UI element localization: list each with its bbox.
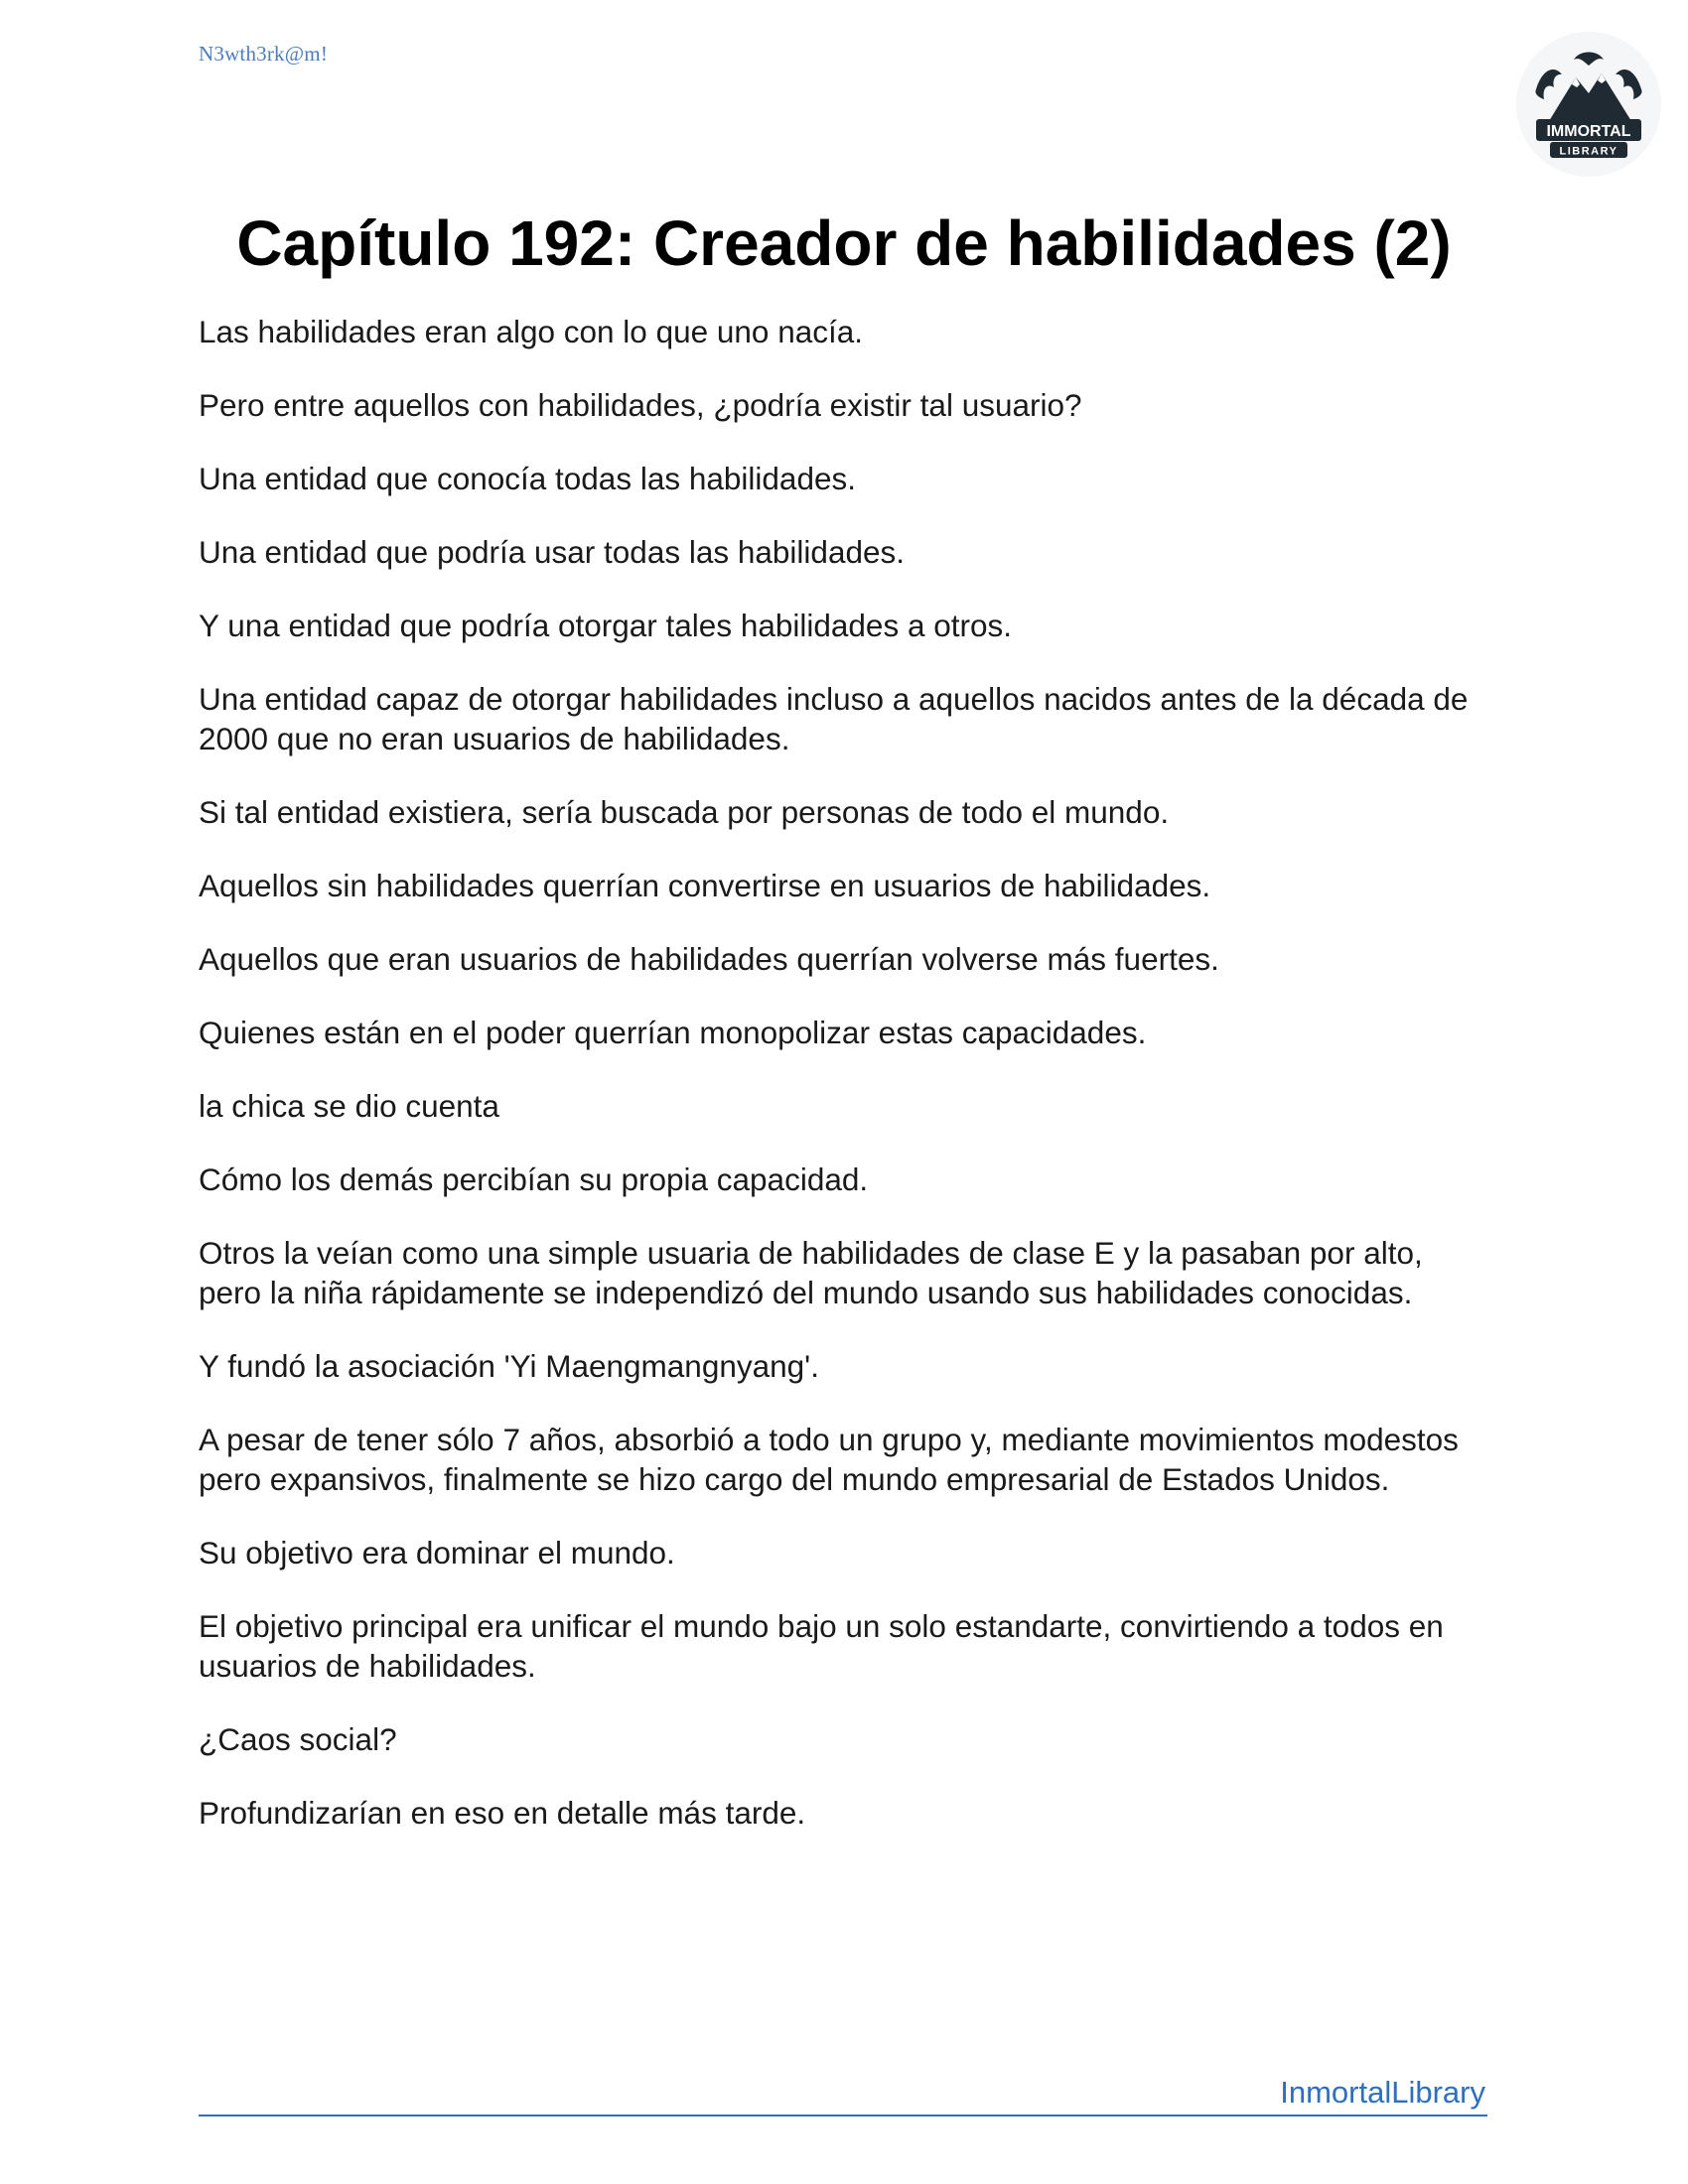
logo-text-bottom: LIBRARY xyxy=(1559,145,1618,158)
paragraph: la chica se dio cuenta xyxy=(199,1088,499,1124)
footer-underline xyxy=(199,2115,1487,2116)
paragraph: Aquellos sin habilidades querrían convertirse en usuarios de habilidades. xyxy=(199,868,1211,903)
paragraph: Pero entre aquellos con habilidades, ¿podría existir tal usuario? xyxy=(199,387,1082,423)
paragraph: Una entidad que podría usar todas las habilidades. xyxy=(199,534,905,570)
paragraph: El objetivo principal era unificar el mundo bajo un solo estandarte, convirtiendo a todos en usuarios de habilidades. xyxy=(199,1608,1444,1684)
paragraph: ¿Caos social? xyxy=(199,1721,397,1757)
paragraph: Quienes están en el poder querrían monopolizar estas capacidades. xyxy=(199,1015,1147,1050)
paragraph: Una entidad que conocía todas las habilidades. xyxy=(199,461,856,496)
paragraph: Otros la veían como una simple usuaria de habilidades de clase E y la pasaban por alto, pero la niña rápidamente se independizó del mundo usando sus habilidades conocidas. xyxy=(199,1235,1423,1310)
footer-link[interactable]: InmortalLibrary xyxy=(1280,2075,1485,2110)
chapter-body xyxy=(199,312,1489,1866)
paragraph: Su objetivo era dominar el mundo. xyxy=(199,1535,675,1570)
paragraph: Aquellos que eran usuarios de habilidades querrían volverse más fuertes. xyxy=(199,941,1219,977)
paragraph: Una entidad capaz de otorgar habilidades incluso a aquellos nacidos antes de la década de 2000 que no eran usuarios de habilidades. xyxy=(199,681,1469,756)
paragraph: Cómo los demás percibían su propia capacidad. xyxy=(199,1161,869,1197)
immortal-library-logo xyxy=(1514,30,1663,179)
paragraph: A pesar de tener sólo 7 años, absorbió a todo un grupo y, mediante movimientos modestos pero expansivos, finalmente se hizo cargo del mundo empresarial de Estados Unidos. xyxy=(199,1422,1459,1497)
paragraph: Profundizarían en eso en detalle más tarde. xyxy=(199,1795,806,1831)
header-watermark-text: N3wth3rk@m! xyxy=(199,42,329,66)
paragraph: Las habilidades eran algo con lo que uno nacía. xyxy=(199,314,864,349)
logo-text-top: IMMORTAL xyxy=(1546,123,1631,140)
paragraph: Y fundó la asociación 'Yi Maengmangnyang'. xyxy=(199,1348,819,1384)
chapter-title: Capítulo 192: Creador de habilidades (2) xyxy=(236,207,1452,279)
paragraph: Si tal entidad existiera, sería buscada por personas de todo el mundo. xyxy=(199,794,1170,830)
paragraph: Y una entidad que podría otorgar tales habilidades a otros. xyxy=(199,608,1012,643)
